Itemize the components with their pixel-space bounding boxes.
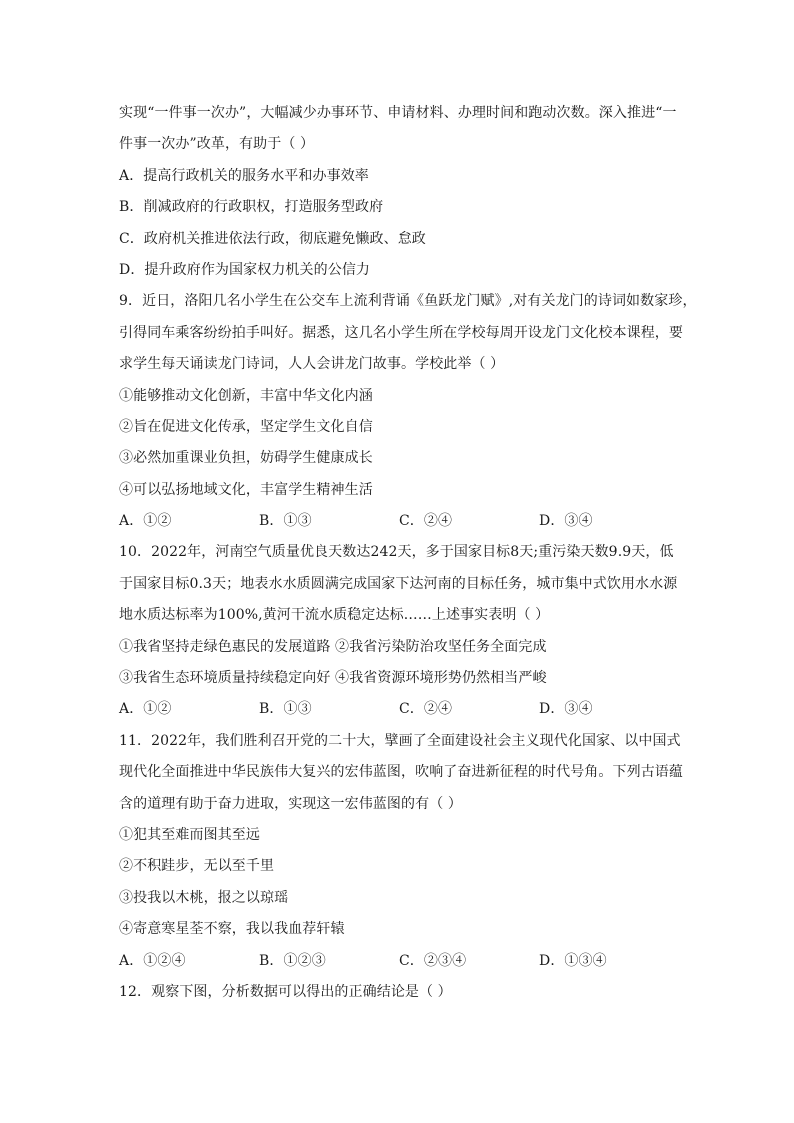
question-11-statement-1: ①犯其至难而图其至远: [119, 826, 260, 843]
question-11: [119, 726, 683, 977]
question-10-statements-row-2: ③我省生态环境质量持续稳定向好 ④我省资源环境形势仍然相当严峻: [119, 670, 547, 687]
question-8-option-d: D．提升政府作为国家权力机关的公信力: [119, 261, 371, 278]
question-11-line-1: 11．2022年，我们胜利召开党的二十大，擘画了全面建设社会主义现代化国家、以中国式: [119, 732, 681, 749]
question-9-choice-d: D．③④: [539, 513, 593, 530]
question-8-line-1: 实现“一件事一次办”，大幅减少办事环节、申请材料、办理时间和跑动次数。深入推进“一: [119, 105, 677, 121]
question-11-line-2: 现代化全面推进中华民族伟大复兴的宏伟蓝图，吹响了奋进新征程的时代号角。下列古语蕴: [119, 764, 683, 781]
question-12-line-1: 12．观察下图，分析数据可以得出的正确结论是（ ）: [119, 983, 452, 1000]
question-10-statements-row-1: ①我省坚持走绿色惠民的发展道路 ②我省污染防治攻坚任务全面完成: [119, 638, 547, 655]
question-9-choice-b: B．①③: [259, 513, 312, 530]
question-11-choice-b: B．①②③: [259, 952, 326, 969]
question-11-choices: [119, 946, 679, 977]
question-8-line-2: 件事一次办”改革，有助于（ ）: [119, 136, 315, 153]
question-10-choice-a: A．①②: [119, 701, 172, 718]
question-9-choices: [119, 506, 679, 537]
question-9-choice-a: A．①②: [119, 513, 172, 530]
question-11-choice-a: A．①②④: [119, 952, 186, 969]
question-8-option-b: B．削减政府的行政职权，打造服务型政府: [119, 199, 384, 216]
question-10-line-2: 于国家目标0.3天；地表水水质圆满完成国家下达河南的目标任务，城市集中式饮用水水源: [119, 575, 678, 592]
question-9-line-1: 9．近日，洛阳几名小学生在公交车上流利背诵《鱼跃龙门赋》,对有关龙门的诗词如数家珍，: [119, 293, 697, 310]
question-9-choice-c: C．②④: [399, 513, 453, 530]
question-11-statement-4: ④寄意寒星荃不察，我以我血荐轩辕: [119, 921, 345, 938]
question-11-statement-3: ③投我以木桃，报之以琼瑶: [119, 889, 289, 906]
question-10-choices: [119, 694, 679, 725]
question-10: [119, 537, 679, 725]
question-9: [119, 286, 697, 537]
question-10-choice-c: C．②④: [399, 701, 453, 718]
question-11-choice-d: D．①③④: [539, 952, 607, 969]
question-12: [119, 977, 679, 1008]
question-9-statement-4: ④可以弘扬地域文化，丰富学生精神生活: [119, 481, 373, 498]
question-8: [119, 98, 679, 286]
question-10-choice-d: D．③④: [539, 701, 593, 718]
question-10-line-1: 10．2022年，河南空气质量优良天数达242天，多于国家目标8天;重污染天数9.9天，低: [119, 544, 674, 561]
question-9-statement-3: ③必然加重课业负担，妨碍学生健康成长: [119, 450, 373, 467]
question-9-line-2: 引得同车乘客纷纷拍手叫好。据悉，这几名小学生所在学校每周开设龙门文化校本课程，要: [119, 324, 683, 341]
question-9-statement-2: ②旨在促进文化传承，坚定学生文化自信: [119, 418, 373, 435]
question-9-statement-1: ①能够推动文化创新，丰富中华文化内涵: [119, 387, 373, 404]
question-11-line-3: 含的道理有助于奋力进取，实现这一宏伟蓝图的有（ ）: [119, 795, 462, 812]
question-content: [119, 98, 697, 1008]
question-8-option-a: A．提高行政机关的服务水平和办事效率: [119, 167, 369, 184]
question-8-option-c: C．政府机关推进依法行政，彻底避免懒政、怠政: [119, 230, 426, 247]
question-9-line-3: 求学生每天诵读龙门诗词，人人会讲龙门故事。学校此举（ ）: [119, 356, 505, 373]
question-10-choice-b: B．①③: [259, 701, 312, 718]
question-10-line-3: 地水质达标率为100%,黄河干流水质稳定达标……上述事实表明（ ）: [119, 607, 550, 624]
question-11-choice-c: C．②③④: [399, 952, 467, 969]
question-11-statement-2: ②不积跬步，无以至千里: [119, 858, 275, 875]
